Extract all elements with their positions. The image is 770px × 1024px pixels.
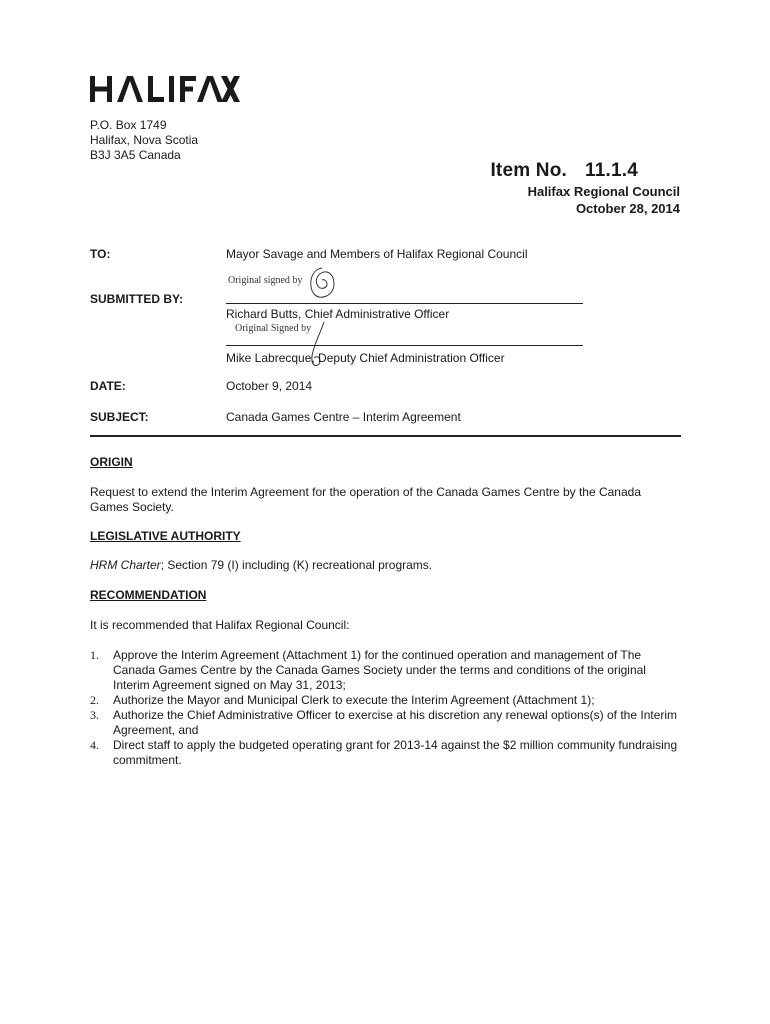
to-value: Mayor Savage and Members of Halifax Regional Council (226, 247, 528, 261)
authority-text (90, 558, 680, 573)
date-value: October 9, 2014 (226, 379, 313, 393)
subject-value: Canada Games Centre – Interim Agreement (226, 410, 461, 424)
list-text: Approve the Interim Agreement (Attachment 1) for the continued operation and management of The Canada Games Centre by the Canada Games Society under the terms and conditions of the original Interim Agreement signed on May 31, 2013; (113, 648, 646, 692)
list-number: 1. (90, 648, 99, 662)
item-label: Item No. (490, 160, 568, 181)
signature-scribble-1 (304, 264, 340, 304)
to-label: TO: (90, 247, 111, 261)
subject-label: SUBJECT: (90, 410, 149, 424)
item-number: 11.1.4 (585, 160, 638, 181)
item-number-heading (490, 160, 638, 182)
signature-stamp-1: Original signed by (228, 275, 303, 286)
list-text: Authorize the Mayor and Municipal Clerk to execute the Interim Agreement (Attachment 1); (113, 693, 595, 707)
list-item (90, 693, 680, 708)
date-label: DATE: (90, 379, 126, 393)
authority-section: ; Section 79 (I) including (K) recreational programs. (160, 558, 433, 572)
origin-heading: ORIGIN (90, 455, 133, 469)
submitted-by-label: SUBMITTED BY: (90, 292, 184, 306)
address-line: P.O. Box 1749 (90, 118, 167, 132)
signature-line (226, 303, 583, 304)
halifax-logo (90, 72, 240, 106)
recommendation-intro: It is recommended that Halifax Regional Council: (90, 618, 350, 632)
header-divider (90, 435, 681, 437)
signature-stamp-2: Original Signed by (235, 323, 312, 334)
list-item (90, 738, 680, 768)
list-text: Direct staff to apply the budgeted operating grant for 2013-14 against the $2 million community fundraising commitment. (113, 738, 678, 767)
meeting-date: October 28, 2014 (575, 201, 680, 216)
authority-charter: HRM Charter (90, 558, 161, 572)
address-line: Halifax, Nova Scotia (90, 133, 199, 147)
list-number: 4. (90, 738, 99, 752)
signer-2: Mike Labrecque, Deputy Chief Administration Officer (226, 351, 505, 365)
list-number: 2. (90, 693, 99, 707)
signature-line (226, 345, 583, 346)
authority-heading: LEGISLATIVE AUTHORITY (90, 529, 241, 543)
origin-text: Request to extend the Interim Agreement for the operation of the Canada Games Centre by the Canada Games Society. (90, 485, 642, 514)
list-item (90, 648, 680, 693)
meeting-info (528, 183, 680, 217)
list-item (90, 708, 680, 738)
council-name: Halifax Regional Council (527, 184, 680, 199)
list-text: Authorize the Chief Administrative Officer to exercise at his discretion any renewal options(s) of the Interim Agreement, and (113, 708, 678, 737)
address-line: B3J 3A5 Canada (90, 148, 181, 162)
list-number: 3. (90, 708, 99, 722)
signer-1: Richard Butts, Chief Administrative Officer (226, 307, 450, 321)
mailing-address (90, 118, 198, 163)
recommendation-heading: RECOMMENDATION (90, 588, 207, 602)
recommendation-list (90, 648, 680, 768)
